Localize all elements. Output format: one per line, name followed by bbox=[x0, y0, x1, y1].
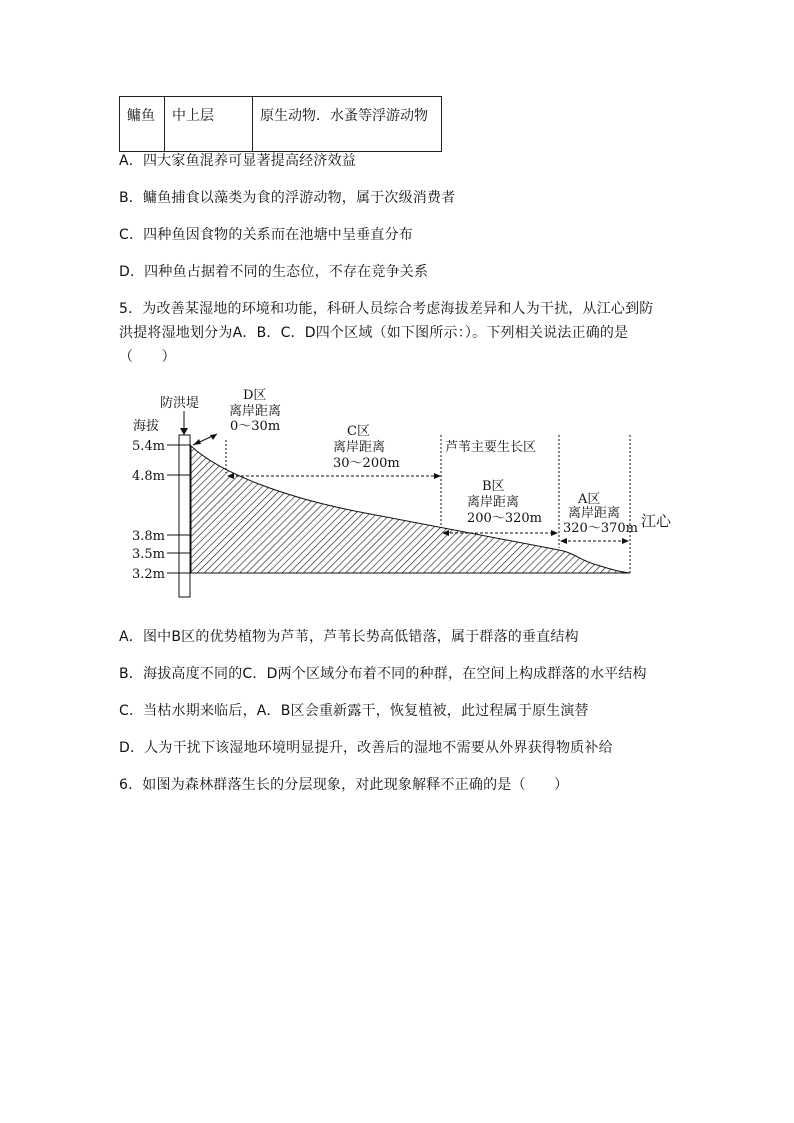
q5-option-a: A．图中B区的优势植物为芦苇，芦苇长势高低错落，属于群落的垂直结构 bbox=[119, 629, 579, 645]
q4-option-d: D．四种鱼占据着不同的生态位，不存在竞争关系 bbox=[119, 264, 429, 280]
tick-3.5: 3.5m bbox=[132, 547, 166, 562]
river-center-label: 江心 bbox=[641, 512, 672, 530]
layer-cell: 中上层 bbox=[165, 97, 253, 152]
q5-stem-line2: 洪提将湿地划分为A．B．C．D四个区域（如下图所示：）。下列相关说法正确的是 bbox=[119, 325, 629, 341]
reed-zone-label: 芦苇主要生长区 bbox=[445, 440, 537, 455]
table-row bbox=[120, 97, 442, 152]
q5-stem-line3: （ ） bbox=[119, 349, 176, 365]
q6-stem: 6．如图为森林群落生长的分层现象，对此现象解释不正确的是（ ） bbox=[119, 777, 569, 793]
q5-stem-line1: 5．为改善某湿地的环境和功能，科研人员综合考虑海拔差异和人为干扰，从江心到防 bbox=[119, 301, 654, 317]
zone-c-name: C区 bbox=[347, 424, 370, 439]
q5-option-d: D．人为干扰下该湿地环境明显提升，改善后的湿地不需要从外界获得物质补给 bbox=[119, 740, 613, 756]
q5-option-c: C．当枯水期来临后，A．B区会重新露干，恢复植被，此过程属于原生演替 bbox=[119, 703, 589, 719]
tick-5.4: 5.4m bbox=[132, 439, 166, 454]
zone-b-name: B区 bbox=[482, 479, 505, 494]
zone-a-range: 320～370m bbox=[563, 521, 638, 536]
ground-profile bbox=[191, 446, 630, 573]
zone-a-name: A区 bbox=[578, 492, 601, 507]
levee-arrowhead bbox=[180, 428, 188, 435]
zone-b-sub: 离岸距离 bbox=[467, 495, 520, 510]
altitude-label: 海拔 bbox=[133, 419, 160, 434]
levee-label: 防洪堤 bbox=[160, 396, 200, 411]
q5-option-b: B．海拔高度不同的C．D两个区域分布着不同的种群，在空间上构成群落的水平结构 bbox=[119, 666, 647, 682]
wetland-diagram bbox=[125, 383, 685, 605]
zone-d-range: 0～30m bbox=[230, 419, 281, 434]
zone-c-range: 30～200m bbox=[333, 456, 400, 471]
q4-option-b: B．鳙鱼捕食以藻类为食的浮游动物，属于次级消费者 bbox=[119, 190, 456, 206]
zone-d-name: D区 bbox=[243, 388, 267, 403]
q4-option-c: C．四种鱼因食物的关系而在池塘中呈垂直分布 bbox=[119, 227, 413, 243]
q4-option-a: A．四大家鱼混养可显著提高经济效益 bbox=[119, 153, 356, 169]
zone-d-sub: 离岸距离 bbox=[229, 404, 282, 419]
zone-c-sub: 离岸距离 bbox=[333, 440, 386, 455]
zone-a-sub: 离岸距离 bbox=[568, 506, 621, 521]
zone-b-range: 200～320m bbox=[467, 511, 542, 526]
tick-3.8: 3.8m bbox=[132, 529, 166, 544]
fish-name-cell: 鳙鱼 bbox=[120, 97, 165, 152]
tick-4.8: 4.8m bbox=[132, 469, 166, 484]
tick-3.2: 3.2m bbox=[132, 567, 166, 582]
food-cell: 原生动物．水蚤等浮游动物 bbox=[253, 97, 442, 152]
fish-table bbox=[119, 96, 442, 152]
